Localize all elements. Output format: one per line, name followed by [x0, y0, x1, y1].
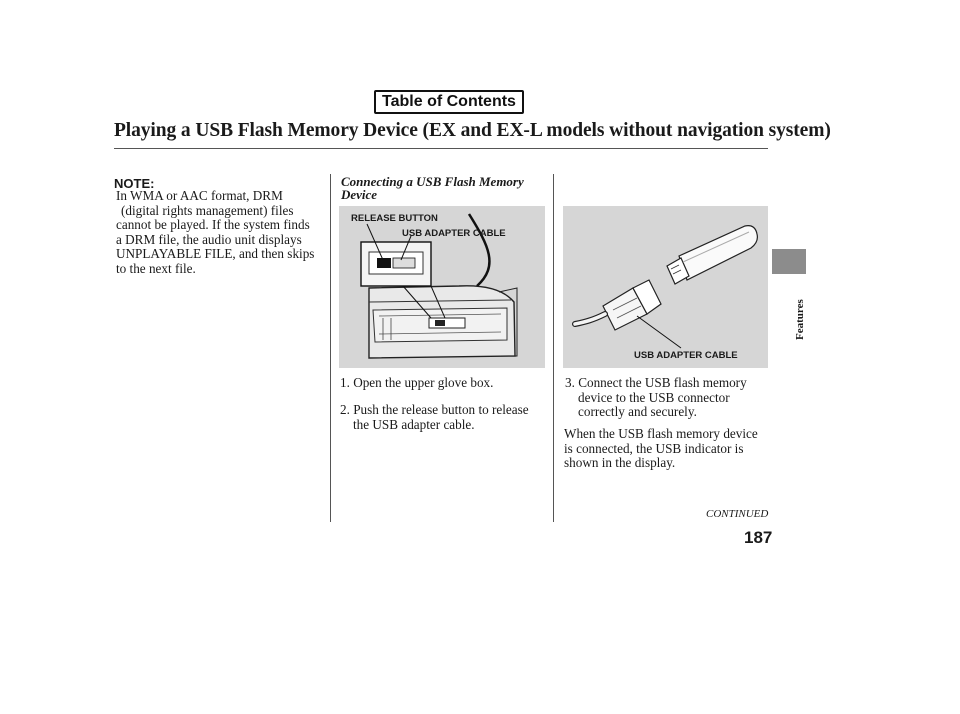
page-number: 187 — [744, 528, 773, 547]
note-line: cannot be played. If the system finds — [116, 217, 310, 233]
note-label: NOTE: — [114, 176, 155, 191]
step-3-line: correctly and securely. — [578, 404, 697, 420]
page-title: Playing a USB Flash Memory Device (EX and EX-L models without navigation system) — [114, 120, 831, 141]
callout-usb-adapter-cable-right: USB ADAPTER CABLE — [634, 350, 738, 361]
step-1: 1. Open the upper glove box. — [340, 375, 494, 390]
connected-note-line: When the USB flash memory device — [564, 426, 758, 441]
callout-usb-adapter-cable-left: USB ADAPTER CABLE — [402, 228, 506, 239]
step-2-line: 2. Push the release button to release — [340, 402, 529, 417]
connected-note — [564, 427, 758, 471]
section-side-label-text: Features — [794, 299, 806, 340]
step-3-line: device to the USB connector — [578, 389, 730, 405]
section-title — [341, 175, 541, 201]
section-title-line: Device — [341, 187, 378, 202]
step-2 — [340, 403, 529, 432]
connected-note-line: is connected, the USB indicator is — [564, 440, 744, 456]
continued-label: CONTINUED — [706, 508, 769, 520]
usb-drive-drawing — [563, 206, 768, 368]
step-3 — [565, 376, 747, 420]
note-line: (digital rights management) files — [121, 202, 294, 218]
section-side-label — [778, 280, 806, 340]
note-line: UNPLAYABLE FILE, and then skips — [116, 246, 315, 262]
step-2-line: the USB adapter cable. — [353, 416, 475, 432]
connected-note-line: shown in the display. — [564, 455, 676, 471]
usb-flash-drive-illustration — [563, 206, 768, 368]
step-3-line: 3. Connect the USB flash memory — [565, 375, 747, 390]
note-text — [116, 189, 326, 277]
table-of-contents-button[interactable]: Table of Contents — [374, 90, 524, 114]
column-divider-1 — [330, 174, 331, 522]
section-tab-marker — [772, 249, 806, 274]
column-divider-2 — [553, 174, 554, 522]
note-line: to the next file. — [116, 260, 196, 276]
title-rule — [114, 148, 768, 149]
callout-release-button: RELEASE BUTTON — [351, 213, 438, 224]
note-line: a DRM file, the audio unit displays — [116, 231, 302, 247]
section-title-line: Connecting a USB Flash Memory — [341, 174, 524, 189]
note-line: In WMA or AAC format, DRM — [116, 188, 283, 203]
